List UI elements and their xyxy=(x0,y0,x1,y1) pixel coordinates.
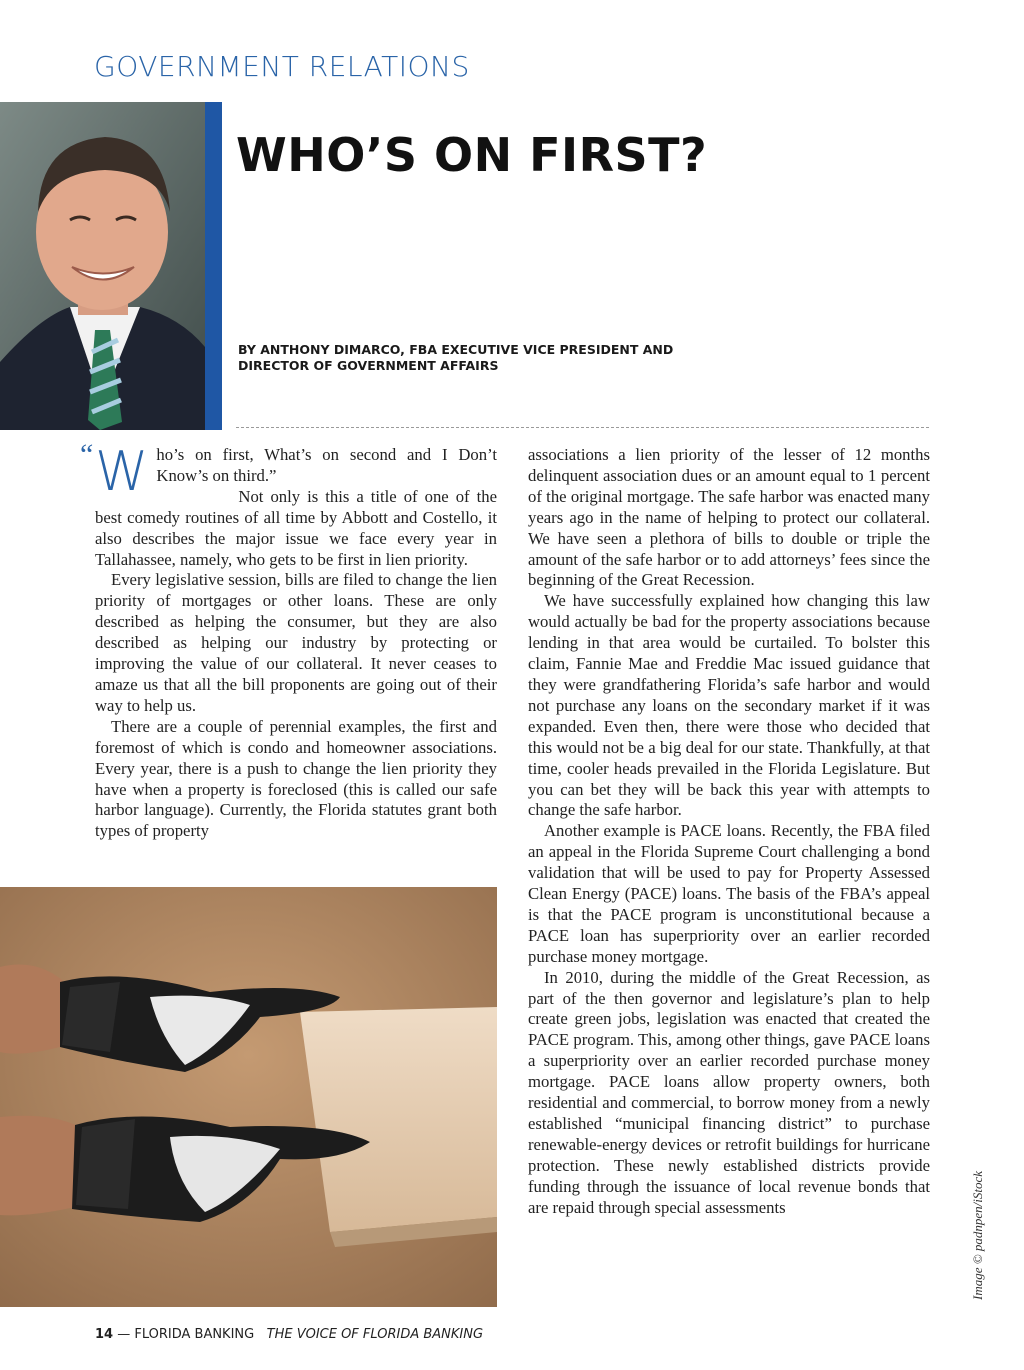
article-headline: WHO’S ON FIRST? xyxy=(236,128,708,182)
divider xyxy=(236,427,929,428)
author-photo xyxy=(0,102,205,430)
section-title: GOVERNMENT RELATIONS xyxy=(94,50,470,83)
paragraph-text: ho’s on first, What’s on second and I Don’t Know’s on third.” xyxy=(156,445,497,485)
footer-separator: — xyxy=(113,1327,135,1342)
byline: BY ANTHONY DIMARCO, FBA EXECUTIVE VICE PRESIDENT AND DIRECTOR OF GOVERNMENT AFFAIRS xyxy=(238,342,674,373)
article-column-2 xyxy=(528,445,930,1219)
paragraph xyxy=(95,440,497,503)
accent-bar xyxy=(205,102,222,430)
paragraph: In 2010, during the middle of the Great Recession, as part of the then governor and legislature’s plan to help create green jobs, legislation was enacted that created the PACE program. This, among other things, gave PACE loans a superpriority over an earlier recorded purchase money mortgage. PACE loans allow property owners, both residential and commercial, to borrow money from a newly established “municipal financing district” to purchase renewable-energy devices or retrofit buildings for hurricane protection. These newly established districts provide funding through the issuance of local revenue bonds that are repaid through special assessments xyxy=(528,967,930,1217)
publication-name: FLORIDA BANKING xyxy=(134,1327,255,1342)
page-footer xyxy=(95,1327,483,1342)
paragraph: There are a couple of perennial examples, the first and foremost of which is condo and homeowner associations. Every year, there is a push to change the lien priority they have when a property is foreclosed (this is called our safe harbor language). Currently, the Florida statutes grant both types of property xyxy=(95,716,497,841)
image-credit: Image © padnpen/iStock xyxy=(970,1170,985,1300)
paragraph: Every legislative session, bills are filed to change the lien priority of mortgages or other loans. These are only described as helping the consumer, but they are also described as helping our industry by protecting or improving the value of our collateral. It never ceases to amaze us that all the bill proponents are going out of their way to help us. xyxy=(95,570,497,715)
paragraph: We have successfully explained how changing this law would actually be bad for the property associations because lending in that area would be curtailed. To bolster this claim, Fannie Mae and Freddie Mac issued guidance that they were grandfathering Florida’s safe harbor and would not purchase any loans on the secondary market if it was expanded. Even then, there were those who decided that this would not be a big deal for our state. Thankfully, at that time, cooler heads prevailed in the Florida Legislature. But you can bet they will be back this year with attempts to change the safe harbor. xyxy=(528,591,930,820)
paragraph: Another example is PACE loans. Recently, the FBA filed an appeal in the Florida Supreme Court challenging a bond validation that will be used to pay for Property Assessed Clean Energy (PACE) loans. The basis of the FBA’s appeal is that the PACE program is unconstitutional because a PACE loan has superpriority over an earlier recorded purchase money mortgage. xyxy=(528,821,930,966)
paragraph: associations a lien priority of the lesser of 12 months delinquent association dues or an amount equal to 1 percent of the original mortgage. The safe harbor was enacted many years ago in the name of helping to protect our collateral. We have seen a plethora of bills to double or triple the amount of the safe harbor or to add attorneys’ fees since the beginning of the Great Recession. xyxy=(528,445,930,590)
article-column-1 xyxy=(95,440,497,842)
drop-cap: W xyxy=(95,440,149,503)
page-number: 14 xyxy=(95,1327,114,1342)
publication-tagline: THE VOICE OF FLORIDA BANKING xyxy=(266,1327,484,1342)
paragraph: Not only is this a title of one of the best comedy routines of all time by Abbott and Costello, it also describes the major issue we face every year in Tallahassee, namely, who gets to be first in lien priority. xyxy=(95,486,497,569)
opening-quote-mark: “ xyxy=(80,438,94,471)
baseball-glove-image xyxy=(0,887,497,1307)
